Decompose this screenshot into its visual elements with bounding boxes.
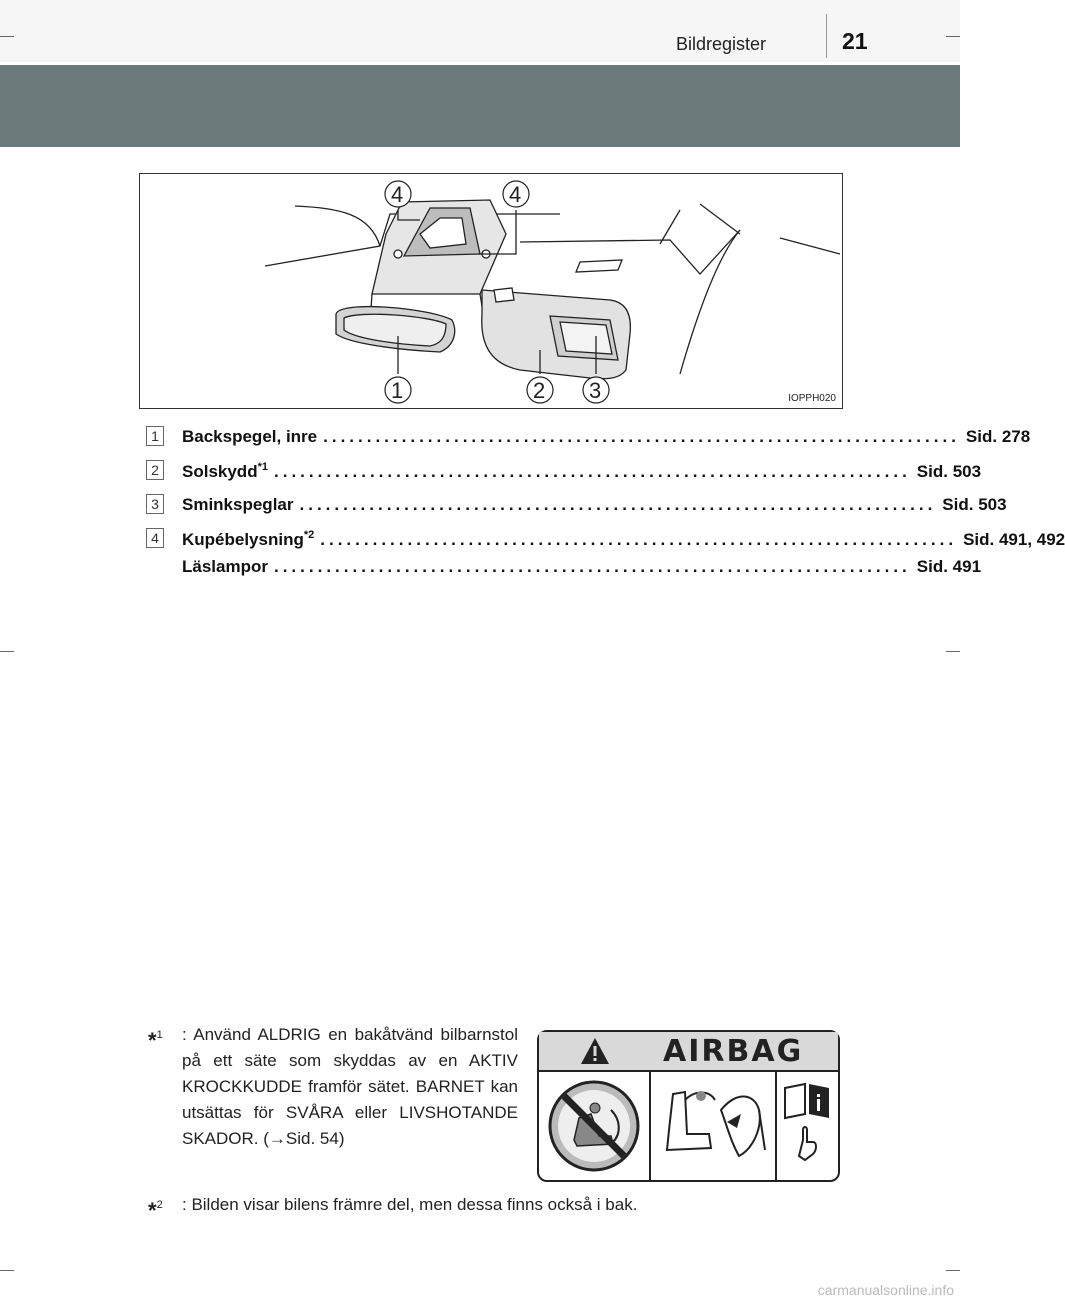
item-list xyxy=(146,420,1065,584)
airbag-cell-prohibited xyxy=(539,1070,651,1182)
crop-mark xyxy=(946,651,960,652)
section-title: Bildregister xyxy=(676,34,767,54)
crop-mark xyxy=(0,1270,14,1271)
leader-dots: ......................................................................... xyxy=(274,461,911,481)
header-band xyxy=(0,65,960,147)
seat-airbag-icon xyxy=(651,1070,775,1180)
watermark-link[interactable]: carmanualsonline.info xyxy=(817,1282,954,1298)
footnote-1-text: : Använd ALDRIG en bakåtvänd bilbarnstol på ett säte som skyddas av en AKTIV KROCKKUDDE framför sätet. BARNET kan utsättas för SVÅRA eller LIVSHOTANDE SKADOR. (→Sid. 54) xyxy=(182,1025,518,1148)
read-manual-icon xyxy=(777,1070,839,1180)
no-rear-facing-seat-icon xyxy=(539,1070,649,1180)
leader-dots: ......................................................................... xyxy=(323,427,960,446)
item-label: Sminkspeglar xyxy=(182,495,294,514)
page-reference-link[interactable]: Sid. 491 xyxy=(916,557,982,576)
airbag-warning-label xyxy=(537,1030,840,1182)
item-number: 1 xyxy=(146,426,164,446)
overhead-figure xyxy=(139,173,843,409)
airbag-label-header xyxy=(539,1032,838,1072)
item-number: 2 xyxy=(146,460,164,480)
footnote-2-text: : Bilden visar bilens främre del, men dessa finns också i bak. xyxy=(182,1195,638,1214)
page-reference-link[interactable]: Sid. 278 xyxy=(965,427,1031,446)
list-item xyxy=(146,488,1007,522)
page-reference-link[interactable]: Sid. 491, 492 xyxy=(963,529,1065,549)
crop-mark xyxy=(946,36,960,37)
page-reference-link[interactable]: Sid. 503 xyxy=(942,495,1007,514)
crop-mark xyxy=(946,1270,960,1271)
airbag-cell-diagram xyxy=(651,1070,777,1182)
page-header-strip xyxy=(0,0,960,62)
warning-triangle-icon xyxy=(579,1036,611,1066)
airbag-word: AIRBAG xyxy=(663,1034,804,1069)
leader-dots: ......................................................................... xyxy=(299,495,937,514)
item-label: Backspegel, inre xyxy=(182,427,318,446)
page-number: 21 xyxy=(842,28,868,54)
footnote-ref: *1 xyxy=(257,460,268,473)
item-label: Kupébelysning xyxy=(182,529,304,549)
figure-callout-label: 4 xyxy=(509,182,522,207)
list-item xyxy=(146,420,1031,454)
page-reference-link[interactable]: Sid. 503 xyxy=(916,461,982,481)
item-number: 4 xyxy=(146,528,164,548)
footnote-marker: *$^1$ xyxy=(148,1028,163,1053)
header-divider xyxy=(826,14,827,58)
item-number: 3 xyxy=(146,494,164,514)
crop-mark xyxy=(0,36,14,37)
list-item xyxy=(146,550,982,584)
footnote-ref: *2 xyxy=(303,528,315,541)
item-label: Läslampor xyxy=(182,557,268,576)
list-item xyxy=(146,454,982,488)
leader-dots: ......................................................................... xyxy=(273,557,911,576)
item-label: Solskydd xyxy=(182,461,258,481)
overhead-illustration xyxy=(140,174,844,410)
figure-code: IOPPH020 xyxy=(788,393,836,404)
footnote-marker: *$^2$ xyxy=(148,1198,163,1223)
figure-callout-label: 2 xyxy=(533,378,546,403)
figure-callout-label: 3 xyxy=(589,378,602,403)
footnote-1 xyxy=(148,1022,518,1152)
figure-callout-label: 4 xyxy=(391,182,404,207)
leader-dots: ......................................................................... xyxy=(320,529,958,549)
footnote-2 xyxy=(148,1192,848,1223)
airbag-cell-manual xyxy=(777,1070,840,1182)
figure-callout-label: 1 xyxy=(391,378,404,403)
crop-mark xyxy=(0,651,14,652)
